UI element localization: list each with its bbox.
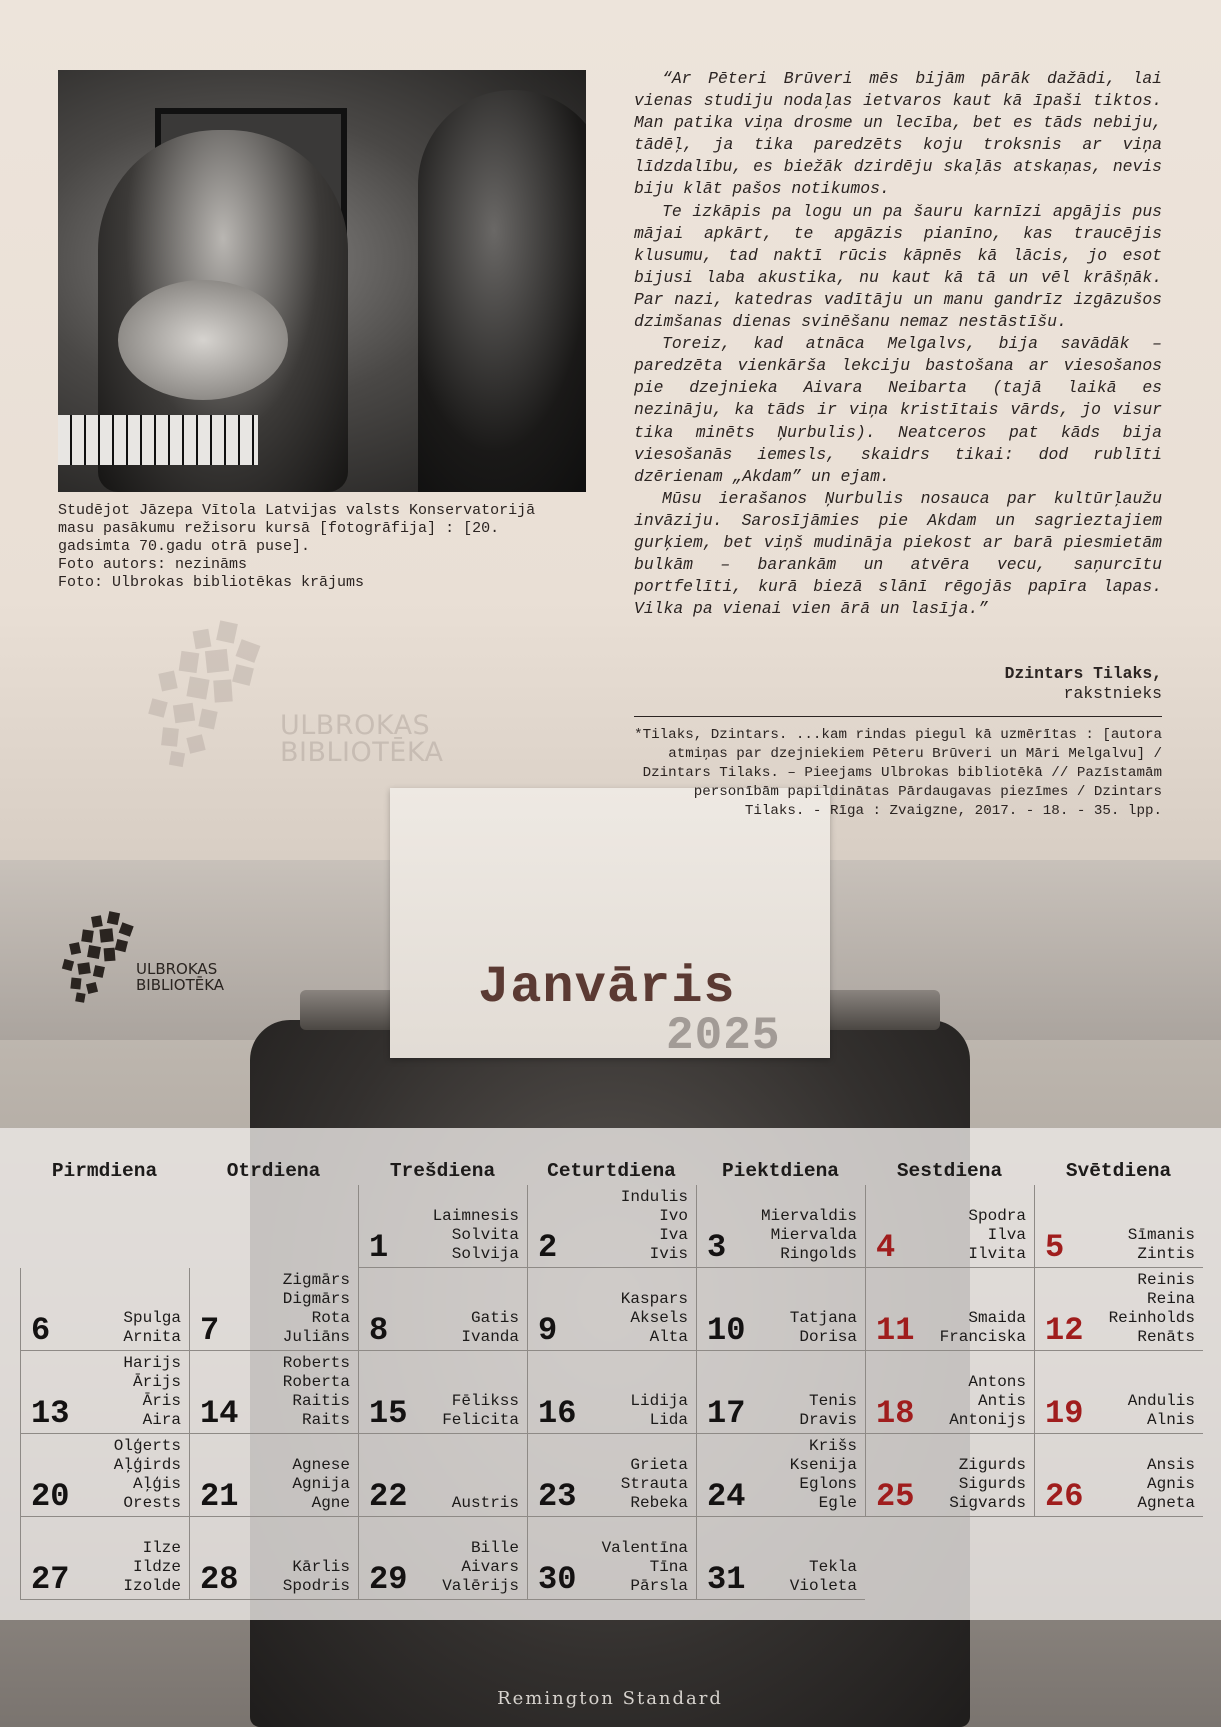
day-number: 14 [200,1395,239,1432]
name-days: Austris [451,1494,519,1512]
calendar-day-cell [527,1268,696,1351]
calendar-day-cell [358,1434,527,1517]
photo-woman [418,90,586,492]
day-number: 21 [200,1478,239,1515]
name-days: Olģerts Aļģirds Aļģis Orests [113,1437,181,1512]
calendar-day-cell [696,1351,865,1434]
name-days: Antons Antis Antonijs [949,1373,1026,1429]
name-days: Ansis Agnis Agneta [1137,1456,1195,1512]
name-days: Harijs Ārijs Āris Aira [123,1354,181,1429]
day-number: 28 [200,1561,239,1598]
day-number: 30 [538,1561,577,1598]
name-days: Laimnesis Solvita Solvija [432,1207,519,1263]
name-days: Reinis Reina Reinholds Renāts [1108,1271,1195,1346]
calendar-day-cell [1034,1185,1203,1268]
name-days: Zigurds Sigurds Sigvards [949,1456,1026,1512]
day-number: 20 [31,1478,70,1515]
name-days: Tekla Violeta [789,1558,857,1595]
day-number: 11 [876,1312,915,1349]
name-days: Kaspars Aksels Alta [620,1290,688,1346]
day-number: 2 [538,1229,558,1266]
day-number: 6 [31,1312,51,1349]
month-title: Janvāris [478,958,736,1017]
day-number: 31 [707,1561,746,1598]
calendar-day-cell [20,1351,189,1434]
calendar-day-cell [358,1351,527,1434]
name-days: Valentīna Tīna Pārsla [601,1539,688,1595]
weekday-label: Ceturtdiena [547,1160,676,1182]
weekday-label: Pirmdiena [51,1160,158,1182]
calendar-weekday-header [20,1160,1202,1180]
name-days: Spulga Arnita [123,1309,181,1346]
name-days: Indulis Ivo Iva Ivis [620,1188,688,1263]
day-number: 17 [707,1395,746,1432]
weekday-label: Svētdiena [1065,1160,1172,1182]
day-number: 16 [538,1395,577,1432]
calendar-day-cell [527,1517,696,1600]
calendar-day-cell [358,1268,527,1351]
calendar-day-cell [189,1517,358,1600]
name-days: Bille Aivars Valērijs [442,1539,519,1595]
calendar-day-cell [20,1517,189,1600]
name-days: Grieta Strauta Rebeka [620,1456,688,1512]
calendar-day-cell [696,1434,865,1517]
divider [634,716,1162,717]
calendar-day-cell [527,1185,696,1268]
day-number: 5 [1045,1229,1065,1266]
weekday-label: Piektdiena [721,1160,840,1182]
name-days: Roberts Roberta Raitis Raits [282,1354,350,1429]
calendar-day-cell [189,1434,358,1517]
name-days: Tatjana Dorisa [789,1309,857,1346]
quote-text [634,68,1162,620]
library-logo [58,910,238,1006]
day-number: 25 [876,1478,915,1515]
photo-piano-keys [58,415,258,465]
name-days: Sīmanis Zintis [1127,1226,1195,1263]
quote-paragraph: Mūsu ierašanos Ņurbulis nosauca par kultūrļaužu invāziju. Sarosījāmies pie Akdam un sagrieztajiem gurķiem, bet viņš mudināja piekost ar barā piesmietām bulkām – barankām un atvēra vecu, saņurcītu portfelīti, kurā biezā slānī rēgojās papīra lapas. Vilka pa vienai vien ārā un lasīja.” [634,488,1162,619]
name-days: Gatis Ivanda [461,1309,519,1346]
name-days: Smaida Franciska [939,1309,1026,1346]
bibliographic-reference: *Tilaks, Dzintars. ...kam rindas piegul kā uzmērītas : [autora atmiņas par dzejniekiem Pēteru Brūveri un Māri Melgalvu] / Dzintars Tilaks. – Pieejams Ulbrokas bibliotēkā // Pazīstamām personībām papildinātas Pārdaugavas piezīmes / Dzintars Tilaks. - Rīga : Zvaigzne, 2017. - 18. - 35. lpp. [634,727,1162,819]
weekday-label: Trešdiena [389,1160,496,1182]
weekday-label: Otrdiena [226,1160,321,1182]
author-role: rakstnieks [1063,684,1162,703]
day-number: 24 [707,1478,746,1515]
calendar-day-cell [358,1517,527,1600]
calendar-day-cell [20,1268,189,1351]
photo-guitar [118,280,288,400]
name-days: Kārlis Spodris [282,1558,350,1595]
name-days: Agnese Agnija Agne [292,1456,350,1512]
quote-paragraph: Toreiz, kad atnāca Melgalvs, bija savādāk – paredzēta vienkārša lekciju bastošana ar viesošanos pie dzejnieka Aivara Neibarta (tajā laikā es nezināju, ka tāds ir viņa kristītais vārds, jo visur tika minēts Ņurbulis). Neatceros pat kāds bija viesošanās iemesls, skaidrs tikai: dod rublīti dzērienam „Akdam” un ejam. [634,334,1162,486]
historical-photo [58,70,586,492]
day-number: 1 [369,1229,389,1266]
name-days: Ilze Ildze Izolde [123,1539,181,1595]
library-logo-watermark [140,620,444,770]
day-number: 23 [538,1478,577,1515]
calendar-day-cell [189,1268,358,1351]
calendar-day-cell [865,1351,1034,1434]
photo-caption: Studējot Jāzepa Vītola Latvijas valsts Konservatorijā masu pasākumu režisoru kursā [fotogrāfija] : [20. gadsimta 70.gadu otrā puse]. Foto autors: nezināms Foto: Ulbrokas bibliotēkas krājums [58,502,536,591]
calendar-day-cell [865,1268,1034,1351]
name-days: Krišs Ksenija Eglons Egle [789,1437,857,1512]
calendar-day-cell [865,1185,1034,1268]
library-logo-text: ULBROKAS BIBLIOTĒKA [136,960,225,994]
name-days: Andulis Alnis [1127,1392,1195,1429]
day-number: 4 [876,1229,896,1266]
day-number: 12 [1045,1312,1084,1349]
day-number: 27 [31,1561,70,1598]
day-number: 7 [200,1312,220,1349]
typewriter-brand-label: Remington Standard [497,1688,723,1709]
weekday-label: Sestdiena [896,1160,1003,1182]
day-number: 26 [1045,1478,1084,1515]
library-logo-icon [140,620,280,770]
calendar-day-cell [527,1434,696,1517]
calendar-day-cell [696,1185,865,1268]
year-title: 2025 [666,1010,781,1062]
day-number: 15 [369,1395,408,1432]
library-logo-icon [58,910,143,1006]
quote-paragraph: “Ar Pēteri Brūveri mēs bijām pārāk dažādi, lai vienas studiju nodaļas ietvaros kaut kā īpaši tiktos. Man patika viņa drosme un lecība, bet es tāds nebiju, tādēļ, ja tika paredzēts koju troksnis ar viņa līdzdalību, es biežāk dzirdēju skaļās atskaņas, nevis biju klāt pašos notikumos. [634,69,1162,199]
calendar-day-cell [189,1351,358,1434]
calendar-day-cell [865,1434,1034,1517]
day-number: 19 [1045,1395,1084,1432]
calendar-day-cell [1034,1434,1203,1517]
library-logo-text: ULBROKAS BIBLIOTĒKA [280,710,444,768]
quote-signature [634,664,1162,704]
calendar-day-cell [696,1517,865,1600]
day-number: 29 [369,1561,408,1598]
calendar-day-cell [527,1351,696,1434]
author-name: Dzintars Tilaks, [1004,664,1162,683]
calendar-day-cell [696,1268,865,1351]
day-number: 22 [369,1478,408,1515]
name-days: Tenis Dravis [799,1392,857,1429]
day-number: 10 [707,1312,746,1349]
name-days: Fēlikss Felicita [442,1392,519,1429]
day-number: 3 [707,1229,727,1266]
calendar-day-cell [20,1434,189,1517]
name-days: Spodra Ilva Ilvita [968,1207,1026,1263]
name-days: Miervaldis Miervalda Ringolds [760,1207,857,1263]
day-number: 8 [369,1312,389,1349]
calendar-day-cell [1034,1351,1203,1434]
name-days: Zigmārs Digmārs Rota Juliāns [282,1271,350,1346]
calendar-day-cell [358,1185,527,1268]
day-number: 13 [31,1395,70,1432]
name-days: Lidija Lida [630,1392,688,1429]
day-number: 18 [876,1395,915,1432]
day-number: 9 [538,1312,558,1349]
calendar-grid [20,1185,1202,1601]
quote-paragraph: Te izkāpis pa logu un pa šauru karnīzi apgājis pus mājai apkārt, te apgāzis pianīno, kas traucējis klusumu, tad naktī rūcis kāpnēs kā lācis, jo esot bijusi laba akustika, nu kaut kā tā un vēl krāšņāk. Par nazi, katedras vadītāju un manu gandrīz izgāzušos dzimšanas dienas svinēšanu nemaz nestāstīšu. [634,201,1162,332]
calendar-day-cell [1034,1268,1203,1351]
